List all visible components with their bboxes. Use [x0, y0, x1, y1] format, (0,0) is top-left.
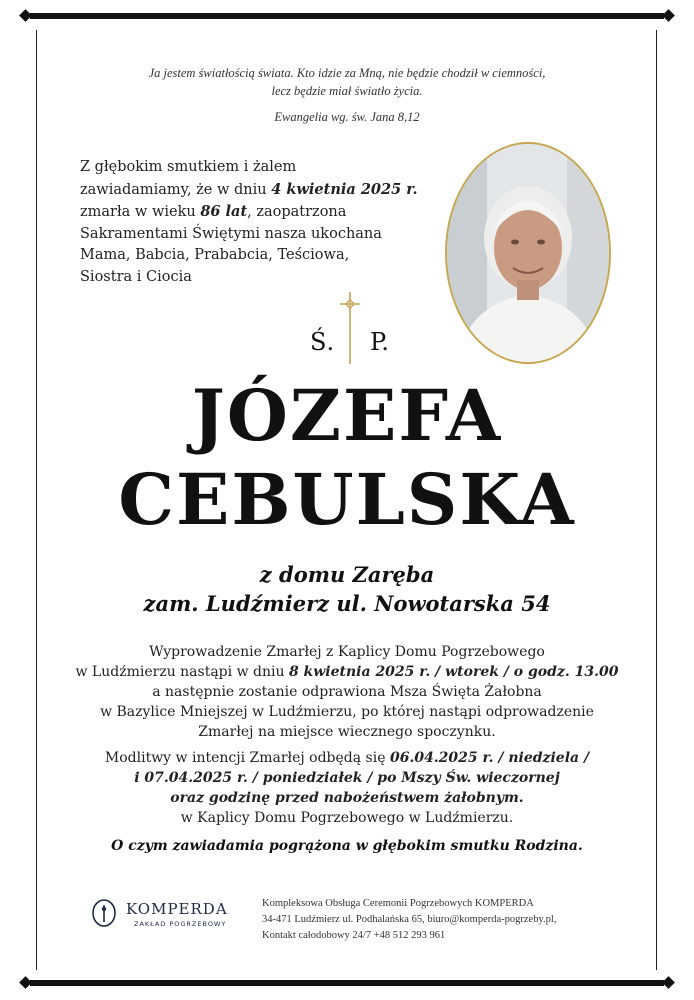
- funeral-info: [0, 642, 694, 742]
- logo-subtitle: ZAKŁAD POGRZEBOWY: [134, 920, 227, 928]
- portrait-photo: [445, 142, 611, 364]
- komperda-logo: [90, 898, 250, 932]
- bottom-border-bar: [30, 980, 664, 986]
- top-right-diamond-ornament: [662, 9, 675, 22]
- funeral-datetime: 8 kwietnia 2025 r. / wtorek / o godz. 13.00: [288, 664, 619, 680]
- prayer-info: [0, 748, 694, 828]
- bottom-right-diamond-ornament: [662, 976, 675, 989]
- sp-left-letter: Ś.: [310, 328, 335, 356]
- death-notice: [80, 157, 460, 288]
- company-info: [262, 896, 556, 944]
- funeral-line-5: Zmarłej na miejsce wiecznego spoczynku.: [198, 724, 496, 740]
- residence-address: zam. Ludźmierz ul. Nowotarska 54: [143, 591, 551, 616]
- prayer-date-1: 06.04.2025 r. / niedziela /: [389, 750, 590, 766]
- deceased-first-name: JÓZEFA: [191, 374, 503, 457]
- company-line-3: Kontakt całodobowy 24/7 +48 512 293 961: [262, 930, 446, 941]
- sp-right-letter: P.: [370, 328, 389, 356]
- top-border-bar: [30, 13, 664, 19]
- age: 86 lat: [200, 203, 248, 220]
- funeral-line-3: a następnie zostanie odprawiona Msza Święta Żałobna: [152, 684, 542, 700]
- sp-monogram: [310, 318, 420, 368]
- bible-quote: [0, 64, 694, 100]
- maiden-name-and-address: [0, 560, 694, 618]
- funeral-line-4: w Bazylice Mniejszej w Ludźmierzu, po której nastąpi odprowadzenie: [100, 704, 594, 720]
- notice-line-5: Mama, Babcia, Prababcia, Teściowa,: [80, 247, 350, 263]
- cross-icon: [338, 290, 362, 366]
- logo-name: KOMPERDA: [126, 900, 228, 918]
- quote-line-2: lecz będzie miał światło życia.: [271, 84, 423, 98]
- top-left-diamond-ornament: [19, 9, 32, 22]
- funeral-line-1: Wyprowadzenie Zmarłej z Kaplicy Domu Pogrzebowego: [149, 644, 545, 660]
- prayer-line-1: Modlitwy w intencji Zmarłej odbędą się 06.04.2025 r. / niedziela /: [104, 750, 590, 766]
- company-line-2: 34-471 Ludźmierz ul. Podhalańska 65, biuro@komperda-pogrzeby.pl,: [262, 914, 557, 925]
- quote-source: Ewangelia wg. św. Jana 8,12: [274, 110, 420, 124]
- deceased-last-name: CEBULSKA: [118, 458, 576, 541]
- death-date: 4 kwietnia 2025 r.: [271, 180, 418, 198]
- notice-line-6: Siostra i Ciocia: [80, 268, 192, 285]
- prayer-line-3: oraz godzinę przed nabożeństwem żałobnym.: [170, 790, 524, 806]
- notice-line-1: Z głębokim smutkiem i żalem: [80, 159, 297, 175]
- quote-line-1: Ja jestem światłością świata. Kto idzie za Mną, nie będzie chodził w ciemności,: [148, 66, 546, 80]
- notice-line-4: Sakramentami Świętymi nasza ukochana: [80, 225, 382, 242]
- portrait-illustration: [447, 144, 609, 362]
- maiden-name: z domu Zaręba: [259, 562, 435, 587]
- prayer-line-2: i 07.04.2025 r. / poniedziałek / po Mszy Św. wieczornej: [134, 770, 560, 786]
- closing-line: O czym zawiadamia pogrążona w głębokim smutku Rodzina.: [111, 838, 583, 854]
- bottom-left-diamond-ornament: [19, 976, 32, 989]
- notice-line-3: zmarła w wieku 86 lat, zaopatrzona: [80, 203, 347, 220]
- komperda-logo-icon: [90, 898, 118, 928]
- prayer-line-4: w Kaplicy Domu Pogrzebowego w Ludźmierzu.: [180, 810, 514, 826]
- notice-line-2: zawiadamiamy, że w dniu 4 kwietnia 2025 r.: [80, 180, 418, 198]
- company-line-1: Kompleksowa Obsługa Ceremonii Pogrzebowych KOMPERDA: [262, 898, 534, 909]
- funeral-line-2: w Ludźmierzu nastąpi w dniu 8 kwietnia 2025 r. / wtorek / o godz. 13.00: [75, 664, 619, 680]
